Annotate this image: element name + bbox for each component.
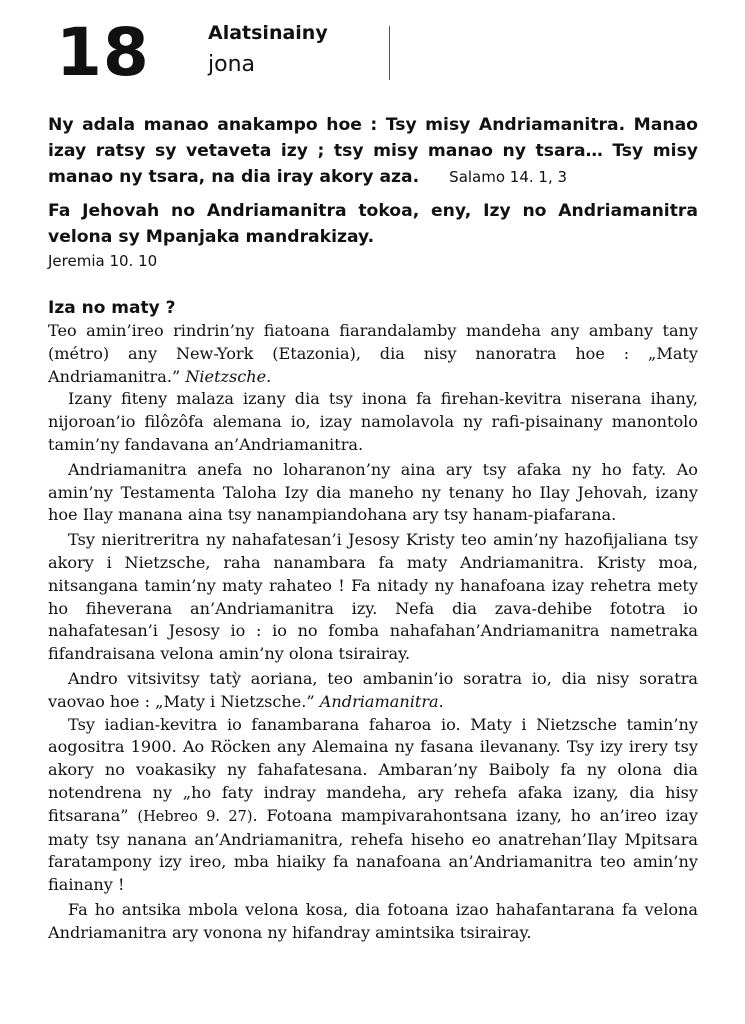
month-label: jona bbox=[208, 52, 255, 77]
header-divider bbox=[389, 26, 390, 80]
body-text bbox=[48, 320, 698, 945]
verse-2-text: Fa Jehovah no Andriamanitra tokoa, eny, Izy no Andriamanitra velona sy Mpanjaka mandrakizay. bbox=[48, 201, 698, 247]
paragraph-3: Andriamanitra anefa no loharanon’ny aina ary tsy afaka ny ho faty. Ao amin’ny Testamenta Taloha Izy dia maneho ny tenany ho Ilay Jehovah, izany hoe Ilay manana aina tsy nanampiandohana ary tsy hanam-piafarana. bbox=[48, 459, 698, 525]
date-header bbox=[48, 14, 698, 98]
verse-1-text: Ny adala manao anakampo hoe : Tsy misy Andriamanitra. Manao izay ratsy sy vetaveta izy ; tsy misy manao ny tsara… Tsy misy manao ny tsara, na dia iray akory aza. bbox=[48, 115, 698, 187]
day-number: 18 bbox=[56, 14, 150, 91]
devotional-page bbox=[48, 14, 698, 945]
paragraph-6: Tsy iadian-kevitra io fanambarana faharoa io. Maty i Nietzsche tamin’ny aogositra 1900. Ao Röcken any Alemaina ny fasana ilevanany. Tsy izy irery tsy akory no voakasiky ny fahafatesana. Ambaran’ny Baiboly fa ny olona dia notendrena ny „ho faty indray mandeha, ary rehefa afaka izany, dia hisy fitsarana” (Hebreo 9. 27). Fotoana mampivarahontsana izany, ho an’ireo izay maty tsy nanana an’Andriamanitra, rehefa hiseho eo anatrehan’Ilay Mpitsara faratampony izy ireo, mba hiaiky fa nanafoana an’Andriamanitra teo amin’ny fiainany ! bbox=[48, 714, 698, 895]
paragraph-5: Andro vitsivitsy tatỳ aoriana, teo ambanin’io soratra io, dia nisy soratra vaovao hoe : „Maty i Nietzsche.” Andriamanitra. bbox=[48, 668, 698, 711]
verse-quote-1 bbox=[48, 112, 698, 190]
section-title: Iza no maty ? bbox=[48, 298, 176, 318]
paragraph-2: Izany fiteny malaza izany dia tsy inona fa firehan-kevitra niserana ihany, nijoroan’io filôzôfa alemana io, izay namolavola ny rafi-pisainany manontolo tamin’ny fandavana an’Andriamanitra. bbox=[48, 389, 698, 454]
weekday-label: Alatsinainy bbox=[208, 22, 328, 44]
bible-reference-inline: (Hebreo 9. 27) bbox=[137, 808, 253, 825]
paragraph-7: Fa ho antsika mbola velona kosa, dia fotoana izao hahafantarana fa velona Andriamanitra ary vonona ny hifandray amintsika tsirairay. bbox=[48, 899, 698, 942]
paragraph-4: Tsy nieritreritra ny nahafatesan’i Jesosy Kristy teo amin’ny hazofijaliana tsy akory i Nietzsche, raha nanambara fa maty Andriamanitra. Kristy moa, nitsangana tamin’ny maty rahateo ! Fa nitady ny hanafoana izay rehetra mety ho fiheverana an’Andriamanitra izy. Nefa dia zava-dehibe fototra io nahafatesan’i Jesosy io : io no fomba nahafahan’Andriamanitra nametraka fifandraisana velona amin’ny olona tsirairay. bbox=[48, 530, 698, 664]
verse-quote-2 bbox=[48, 198, 698, 250]
verse-2-reference: Jeremia 10. 10 bbox=[48, 252, 158, 270]
paragraph-1: Teo amin’ireo rindrin’ny fiatoana fiarandalamby mandeha any ambany tany (métro) any New-York (Etazonia), dia nisy nanoratra hoe : „Maty Andriamanitra.” Nietzsche. bbox=[48, 321, 698, 386]
verse-1-reference: Salamo 14. 1, 3 bbox=[449, 168, 568, 186]
